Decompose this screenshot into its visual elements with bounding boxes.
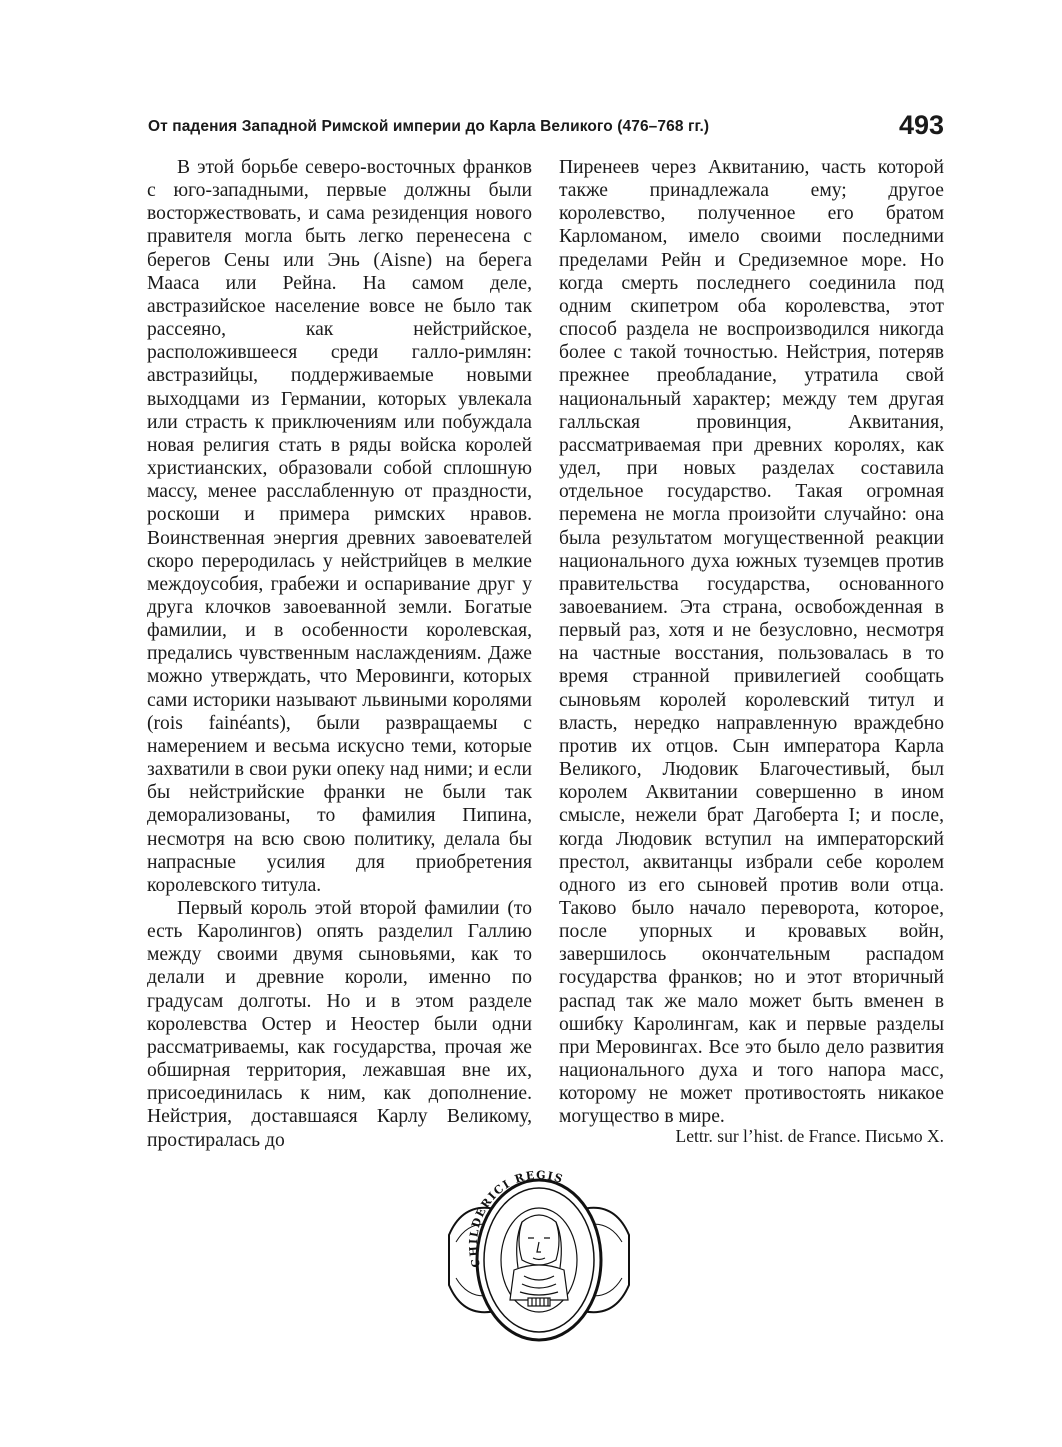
left-paragraph-1: В этой борьбе северо-восточных франков с юго-западными, первые должны были восторжествовать, и сама резиденция нового правителя могла быть легко перенесена с берегов Сены или Энь (Aisne) на берега Мааса или Рейна. На самом деле, австразийское население вовсе не было так рассеяно, как нейстрийское, расположившееся среди галло-римлян: австразийцы, поддерживаемые новыми выходцами из Германии, которых увлекала или страсть к приключениям или побуждала новая религия стать в ряды войска королей христианских, образовали собой сплошную массу, менее расслабленную от праздности, роскоши и примера римских нравов. Воинственная энергия древних завоевателей скоро переродилась у нейстрийцев в мелкие междоусобия, грабежи и оспаривание друг у друга клочков завоеванной земли. Богатые фамилии, и в особенности королевская, предались чувственным наслаждениям. Даже можно утверждать, что Меровинги, которых сами историки называют львиными королями (rois fainéants), были развращаемы с намерением и весьма искусно теми, которые захватили в свои руки опеку над ними; и если бы нейстрийские франки не были так деморализованы, то фамилия Пипина, несмотря на всю свою политику, делала бы напрасные усилия для приобретения королевского титула. — [147, 157, 532, 896]
left-column — [147, 156, 532, 1152]
running-title: От падения Западной Римской империи до Карла Великого (476–768 гг.) — [148, 118, 710, 135]
ring-inscription: CHILDERICI REGIS — [466, 1168, 566, 1269]
source-citation: Lettr. sur l’hist. de France. Письмо X. — [675, 1126, 944, 1146]
right-column — [559, 156, 944, 1129]
right-paragraph-1: Пиренеев через Аквитанию, часть которой также принадлежала ему; другое королевство, полученное его братом Карломаном, имело своими последними пределами Рейн и Средиземное море. Но когда смерть последнего соединила под одним скипетром оба королевства, этот способ раздела не воспроизводился никогда более с такой точностью. Нейстрия, потеряв прежнее преобладание, утратила свой национальный характер; между тем другая галльская провинция, Аквитания, рассматриваемая при древних королях, как удел, при новых разделах составила отдельное государство. Такая огромная перемена не могла произойти случайно: она была результатом могущественной реакции национального духа южных туземцев против правительства государства, основанного завоеванием. Эта страна, освобожденная в первый раз, хотя и не безусловно, несмотря на частные восстания, пользовалась в то время странной привилегией сообщать сыновьям королей королевский титул и власть, нередко направленную враждебно против их отцов. Сын императора Карла Великого, Людовик Благочестивый, был королем Аквитании совершенно в ином смысле, нежели брат Дагоберта I; и после, когда Людовик вступил на императорский престол, аквитанцы избрали себе королем одного из его сыновей против воли отца. Таково было начало переворота, которое, после упорных и кровавых войн, завершилось окончательным распадом государства франков; но и этот вторичный распад так же мало может быть вменен в ошибку Каролингам, как и первые разделы при Меровингах. Все это было дело развития национального духа и того напора масс, которому не может противостоять никакое могущество в мире. — [559, 157, 944, 1128]
running-header — [148, 112, 944, 144]
signet-ring-illustration — [444, 1160, 634, 1360]
left-paragraph-2: Первый король этой второй фамилии (то есть Каролингов) опять разделил Галлию между своими двумя сыновьями, как то делали и древние короли, именно по градусам долготы. Но и в этом разделе королевства Остер и Неостер были одни рассматриваемы, как государства, прочая же обширная территория, лежавшая вне их, присоединилась к ним, как дополнение. Нейстрия, доставшаяся Карлу Великому, простиралась до — [147, 898, 532, 1151]
page-number: 493 — [898, 110, 944, 140]
